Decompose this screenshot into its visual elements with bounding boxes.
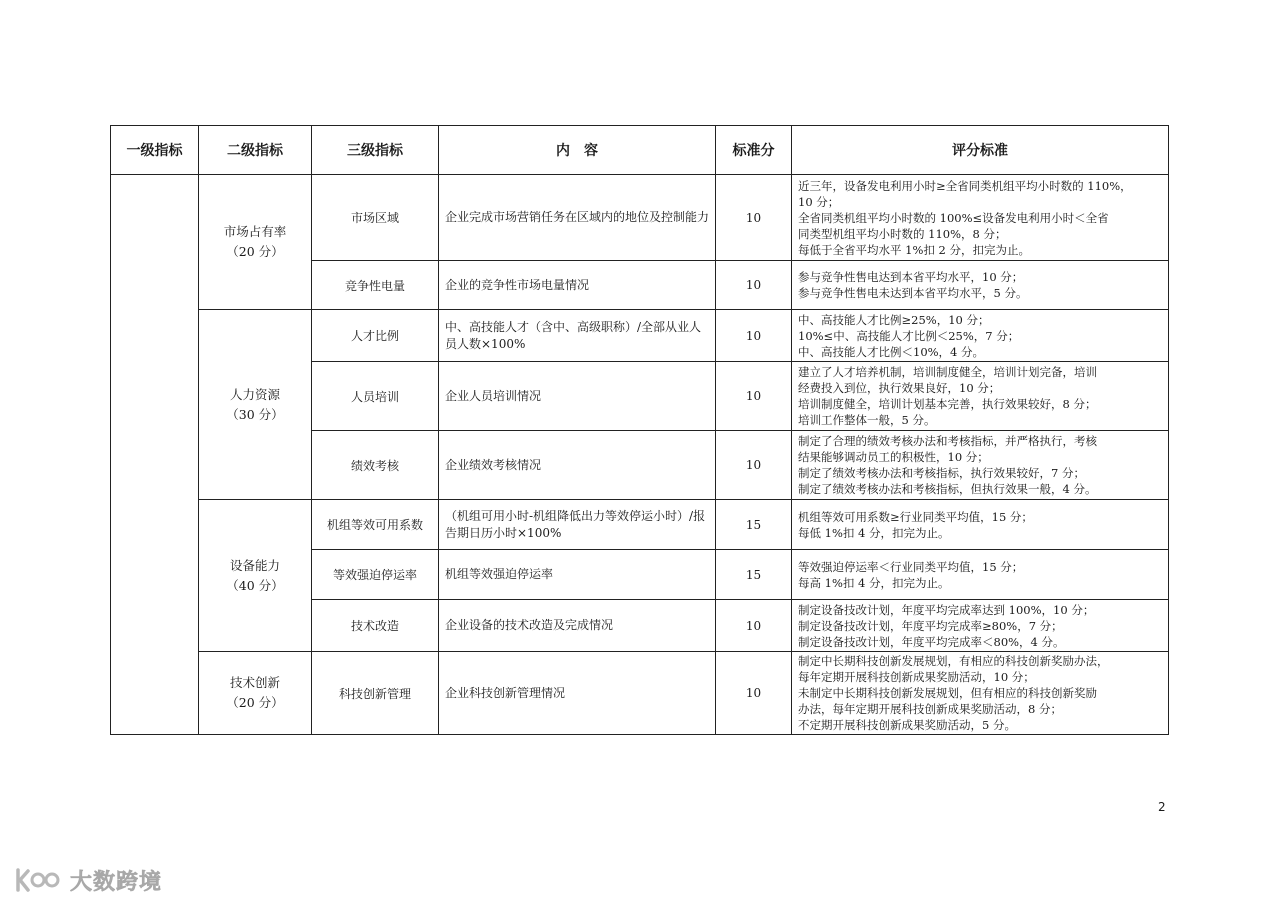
level2-score: （20 分）	[226, 244, 284, 259]
level3-cell: 市场区域	[312, 175, 439, 261]
criteria-cell	[792, 310, 1169, 362]
content-cell: 企业完成市场营销任务在区域内的地位及控制能力	[439, 175, 716, 261]
criteria-line: 未制定中长期科技创新发展规划，但有相应的科技创新奖励	[798, 686, 1097, 700]
level2-score: （20 分）	[226, 695, 284, 710]
standard-score-cell: 10	[716, 652, 792, 735]
criteria-line: 中、高技能人才比例＜10%，4 分。	[798, 344, 985, 359]
criteria-line: 经费投入到位，执行效果良好，10 分；	[798, 381, 1001, 395]
level2-cell	[199, 500, 312, 652]
content-cell: 企业设备的技术改造及完成情况	[439, 600, 716, 652]
brand-logo-icon	[14, 866, 64, 894]
level2-name: 人力资源	[229, 386, 280, 402]
criteria-cell	[792, 362, 1169, 431]
standard-score-cell: 15	[716, 500, 792, 550]
level2-name: 市场占有率	[223, 224, 287, 239]
standard-score-cell: 10	[716, 261, 792, 310]
content-cell: 中、高技能人才（含中、高级职称）/全部从业人员人数×100%	[439, 310, 716, 362]
page-number: 2	[1158, 800, 1166, 814]
criteria-line: 每高 1%扣 4 分，扣完为止。	[798, 575, 950, 590]
content-cell: 企业科技创新管理情况	[439, 652, 716, 735]
criteria-line: 每低 1%扣 4 分，扣完为止。	[798, 525, 950, 540]
table-body	[111, 175, 1169, 735]
level2-name: 技术创新	[229, 675, 280, 690]
header-level1: 一级指标	[111, 126, 199, 175]
criteria-line: 制定了合理的绩效考核办法和考核指标，并严格执行，考核	[798, 434, 1097, 448]
standard-score-cell: 10	[716, 431, 792, 500]
criteria-line: 制定了绩效考核办法和考核指标，但执行效果一般，4 分。	[798, 482, 1097, 496]
criteria-line: 全省同类机组平均小时数的 100%≤设备发电利用小时＜全省	[798, 210, 1109, 225]
content-cell: 机组等效强迫停运率	[439, 550, 716, 600]
criteria-cell	[792, 261, 1169, 310]
header-level3: 三级指标	[312, 126, 439, 175]
table-row	[111, 500, 1169, 550]
level2-name: 设备能力	[229, 557, 280, 573]
criteria-line: 中、高技能人才比例≥25%，10 分；	[798, 312, 990, 327]
level3-cell: 科技创新管理	[312, 652, 439, 735]
header-standard-score: 标准分	[716, 126, 792, 175]
standard-score-cell: 15	[716, 550, 792, 600]
criteria-line: 10 分；	[798, 194, 840, 209]
table-row	[111, 175, 1169, 261]
level3-cell: 技术改造	[312, 600, 439, 652]
criteria-line: 同类型机组平均小时数的 110%，8 分；	[798, 226, 1007, 241]
evaluation-table	[110, 125, 1169, 735]
watermark-text: 大数跨境	[70, 869, 163, 895]
table-header-row	[111, 126, 1169, 175]
level3-cell: 人员培训	[312, 362, 439, 431]
level3-cell: 人才比例	[312, 310, 439, 362]
criteria-line: 每低于全省平均水平 1%扣 2 分，扣完为止。	[798, 242, 1031, 257]
level2-cell	[199, 175, 312, 310]
criteria-cell	[792, 550, 1169, 600]
criteria-line: 机组等效可用系数≥行业同类平均值，15 分；	[798, 509, 1033, 524]
criteria-cell	[792, 652, 1169, 735]
level3-cell: 机组等效可用系数	[312, 500, 439, 550]
criteria-cell	[792, 600, 1169, 652]
criteria-line: 建立了人才培养机制，培训制度健全，培训计划完备，培训	[798, 365, 1097, 379]
criteria-line: 办法，每年定期开展科技创新成果奖励活动，8 分；	[798, 702, 1062, 716]
content-cell: （机组可用小时-机组降低出力等效停运小时）/报告期日历小时×100%	[439, 500, 716, 550]
table-row	[111, 310, 1169, 362]
criteria-line: 培训制度健全，培训计划基本完善，执行效果较好，8 分；	[798, 397, 1097, 411]
level2-score: （30 分）	[226, 406, 284, 422]
criteria-line: 每年定期开展科技创新成果奖励活动，10 分；	[798, 670, 1035, 684]
criteria-line: 参与竞争性售电达到本省平均水平，10 分；	[798, 270, 1024, 284]
standard-score-cell: 10	[716, 175, 792, 261]
header-level2: 二级指标	[199, 126, 312, 175]
level2-cell	[199, 652, 312, 735]
level3-cell: 等效强迫停运率	[312, 550, 439, 600]
level3-cell: 竞争性电量	[312, 261, 439, 310]
criteria-line: 10%≤中、高技能人才比例＜25%，7 分；	[798, 328, 1020, 343]
header-criteria: 评分标准	[792, 126, 1169, 175]
criteria-line: 制定设备技改计划，年度平均完成率达到 100%，10 分；	[798, 602, 1095, 617]
criteria-line: 制定了绩效考核办法和考核指标，执行效果较好，7 分；	[798, 466, 1085, 480]
criteria-line: 制定设备技改计划，年度平均完成率＜80%，4 分。	[798, 634, 1065, 649]
content-cell: 企业绩效考核情况	[439, 431, 716, 500]
level1-cell	[111, 175, 199, 735]
criteria-line: 结果能够调动员工的积极性，10 分；	[798, 450, 989, 464]
criteria-line: 制定设备技改计划，年度平均完成率≥80%，7 分；	[798, 618, 1063, 633]
criteria-line: 等效强迫停运率＜行业同类平均值，15 分；	[798, 559, 1024, 574]
table-row	[111, 652, 1169, 735]
criteria-cell	[792, 175, 1169, 261]
level2-cell	[199, 310, 312, 500]
standard-score-cell: 10	[716, 362, 792, 431]
criteria-cell	[792, 431, 1169, 500]
standard-score-cell: 10	[716, 310, 792, 362]
standard-score-cell: 10	[716, 600, 792, 652]
content-cell: 企业的竞争性市场电量情况	[439, 261, 716, 310]
level3-cell: 绩效考核	[312, 431, 439, 500]
criteria-line: 近三年，设备发电利用小时≥全省同类机组平均小时数的 110%，	[798, 178, 1132, 193]
criteria-line: 培训工作整体一般，5 分。	[798, 413, 936, 427]
content-cell: 企业人员培训情况	[439, 362, 716, 431]
criteria-line: 不定期开展科技创新成果奖励活动，5 分。	[798, 718, 1016, 732]
criteria-cell	[792, 500, 1169, 550]
criteria-line: 制定中长期科技创新发展规划，有相应的科技创新奖励办法，	[798, 654, 1109, 668]
criteria-line: 参与竞争性售电未达到本省平均水平，5 分。	[798, 286, 1028, 300]
watermark	[14, 865, 162, 895]
header-content: 内 容	[439, 126, 716, 175]
level2-score: （40 分）	[226, 577, 284, 593]
